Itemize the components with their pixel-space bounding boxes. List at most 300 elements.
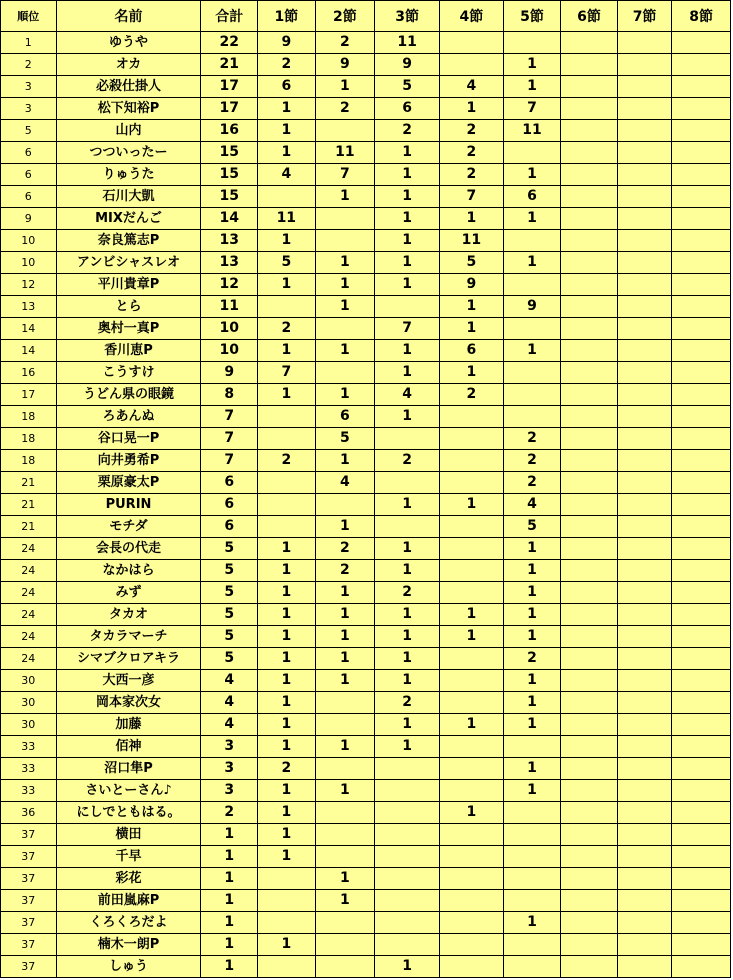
cell-total: 1 [201, 934, 258, 956]
table-row [1, 780, 731, 802]
table-row [1, 714, 731, 736]
cell-round-7 [617, 120, 671, 142]
cell-round-3: 1 [375, 164, 440, 186]
cell-round-4 [439, 692, 503, 714]
cell-total: 15 [201, 142, 258, 164]
cell-round-8 [672, 736, 731, 758]
cell-round-5: 7 [503, 98, 561, 120]
cell-round-6 [561, 736, 618, 758]
cell-round-2 [315, 208, 375, 230]
cell-round-6 [561, 296, 618, 318]
cell-name: MIXだんご [56, 208, 201, 230]
cell-rank: 12 [1, 274, 57, 296]
cell-round-3: 6 [375, 98, 440, 120]
cell-round-7 [617, 560, 671, 582]
cell-round-6 [561, 230, 618, 252]
cell-round-8 [672, 98, 731, 120]
cell-round-1: 1 [258, 736, 316, 758]
cell-round-5: 1 [503, 758, 561, 780]
cell-round-2 [315, 824, 375, 846]
cell-round-1: 1 [258, 604, 316, 626]
cell-total: 10 [201, 340, 258, 362]
cell-name: 楠木一朗P [56, 934, 201, 956]
cell-round-4 [439, 868, 503, 890]
cell-round-5 [503, 142, 561, 164]
cell-round-2 [315, 230, 375, 252]
cell-round-8 [672, 186, 731, 208]
cell-round-4 [439, 472, 503, 494]
table-row [1, 890, 731, 912]
cell-total: 14 [201, 208, 258, 230]
cell-round-2 [315, 802, 375, 824]
cell-name: PURIN [56, 494, 201, 516]
cell-round-4 [439, 516, 503, 538]
cell-round-3 [375, 516, 440, 538]
cell-round-8 [672, 274, 731, 296]
cell-total: 6 [201, 494, 258, 516]
cell-round-7 [617, 164, 671, 186]
cell-name: 会長の代走 [56, 538, 201, 560]
cell-round-7 [617, 626, 671, 648]
cell-round-3: 1 [375, 736, 440, 758]
header-round-1: 1節 [258, 1, 316, 32]
cell-round-5: 2 [503, 428, 561, 450]
cell-round-2: 1 [315, 340, 375, 362]
cell-round-3: 1 [375, 648, 440, 670]
cell-round-8 [672, 208, 731, 230]
table-row [1, 142, 731, 164]
cell-rank: 24 [1, 538, 57, 560]
cell-round-1: 1 [258, 626, 316, 648]
cell-round-6 [561, 384, 618, 406]
cell-round-4: 1 [439, 604, 503, 626]
cell-name: うどん県の眼鏡 [56, 384, 201, 406]
cell-total: 15 [201, 164, 258, 186]
cell-round-8 [672, 956, 731, 978]
cell-round-1: 1 [258, 340, 316, 362]
cell-round-3: 4 [375, 384, 440, 406]
cell-round-2: 2 [315, 538, 375, 560]
cell-rank: 30 [1, 670, 57, 692]
table-row [1, 824, 731, 846]
cell-round-4: 2 [439, 142, 503, 164]
cell-name: 必殺仕掛人 [56, 76, 201, 98]
cell-round-4 [439, 846, 503, 868]
table-row [1, 560, 731, 582]
cell-name: 山内 [56, 120, 201, 142]
cell-round-3: 1 [375, 406, 440, 428]
cell-round-6 [561, 560, 618, 582]
cell-round-5: 1 [503, 560, 561, 582]
cell-round-1 [258, 516, 316, 538]
table-row [1, 428, 731, 450]
cell-round-3: 5 [375, 76, 440, 98]
cell-round-7 [617, 230, 671, 252]
cell-round-6 [561, 208, 618, 230]
cell-round-5: 1 [503, 208, 561, 230]
cell-round-8 [672, 758, 731, 780]
cell-name: とら [56, 296, 201, 318]
cell-round-1: 1 [258, 98, 316, 120]
cell-round-4 [439, 428, 503, 450]
cell-round-3: 2 [375, 450, 440, 472]
cell-round-5 [503, 890, 561, 912]
cell-round-5: 5 [503, 516, 561, 538]
cell-round-3: 1 [375, 252, 440, 274]
cell-round-6 [561, 450, 618, 472]
table-row [1, 164, 731, 186]
table-row [1, 846, 731, 868]
cell-round-7 [617, 802, 671, 824]
cell-round-5: 2 [503, 472, 561, 494]
table-row [1, 956, 731, 978]
cell-round-7 [617, 472, 671, 494]
table-row [1, 472, 731, 494]
cell-round-3 [375, 824, 440, 846]
cell-round-1: 1 [258, 714, 316, 736]
cell-round-6 [561, 582, 618, 604]
cell-round-2: 1 [315, 186, 375, 208]
cell-rank: 10 [1, 230, 57, 252]
table-row [1, 758, 731, 780]
cell-round-4: 1 [439, 208, 503, 230]
cell-round-2: 2 [315, 98, 375, 120]
cell-round-8 [672, 406, 731, 428]
cell-name: つついったー [56, 142, 201, 164]
cell-round-1 [258, 296, 316, 318]
cell-name: 香川恵P [56, 340, 201, 362]
table-row [1, 494, 731, 516]
cell-round-3: 2 [375, 120, 440, 142]
cell-round-8 [672, 780, 731, 802]
cell-total: 17 [201, 76, 258, 98]
cell-rank: 14 [1, 340, 57, 362]
cell-round-4: 6 [439, 340, 503, 362]
cell-total: 10 [201, 318, 258, 340]
cell-round-8 [672, 164, 731, 186]
table-row [1, 274, 731, 296]
cell-name: 松下知裕P [56, 98, 201, 120]
header-round-5: 5節 [503, 1, 561, 32]
cell-round-4: 1 [439, 362, 503, 384]
cell-round-2: 1 [315, 604, 375, 626]
cell-round-2: 1 [315, 76, 375, 98]
cell-round-3: 1 [375, 604, 440, 626]
cell-round-7 [617, 296, 671, 318]
cell-name: 岡本家次女 [56, 692, 201, 714]
cell-round-3: 2 [375, 582, 440, 604]
cell-round-5: 1 [503, 252, 561, 274]
table-row [1, 802, 731, 824]
cell-name: ゆうや [56, 32, 201, 54]
cell-round-3: 1 [375, 714, 440, 736]
cell-round-3 [375, 296, 440, 318]
cell-round-2: 1 [315, 516, 375, 538]
cell-round-6 [561, 714, 618, 736]
cell-name: 石川大凱 [56, 186, 201, 208]
table-row [1, 76, 731, 98]
cell-total: 6 [201, 516, 258, 538]
cell-round-6 [561, 604, 618, 626]
cell-round-5 [503, 32, 561, 54]
cell-round-5 [503, 802, 561, 824]
cell-round-1 [258, 890, 316, 912]
cell-total: 4 [201, 714, 258, 736]
cell-round-4 [439, 670, 503, 692]
cell-round-8 [672, 450, 731, 472]
cell-rank: 10 [1, 252, 57, 274]
cell-round-5: 11 [503, 120, 561, 142]
cell-round-4 [439, 648, 503, 670]
cell-rank: 13 [1, 296, 57, 318]
table-row [1, 604, 731, 626]
cell-round-2: 1 [315, 868, 375, 890]
cell-round-6 [561, 274, 618, 296]
cell-round-4 [439, 560, 503, 582]
cell-round-7 [617, 208, 671, 230]
cell-round-8 [672, 670, 731, 692]
cell-name: タカオ [56, 604, 201, 626]
cell-round-7 [617, 450, 671, 472]
cell-round-5 [503, 230, 561, 252]
cell-round-6 [561, 120, 618, 142]
cell-rank: 18 [1, 450, 57, 472]
cell-round-2: 1 [315, 450, 375, 472]
cell-round-7 [617, 714, 671, 736]
cell-round-2: 6 [315, 406, 375, 428]
cell-round-6 [561, 472, 618, 494]
cell-rank: 33 [1, 780, 57, 802]
cell-round-3: 7 [375, 318, 440, 340]
cell-round-2: 1 [315, 296, 375, 318]
cell-round-6 [561, 956, 618, 978]
cell-round-3 [375, 758, 440, 780]
header-row [1, 1, 731, 32]
cell-name: さいとーさん♪ [56, 780, 201, 802]
cell-total: 17 [201, 98, 258, 120]
cell-round-6 [561, 494, 618, 516]
cell-rank: 16 [1, 362, 57, 384]
cell-round-6 [561, 76, 618, 98]
cell-round-2 [315, 494, 375, 516]
cell-round-6 [561, 692, 618, 714]
cell-round-3: 1 [375, 208, 440, 230]
cell-name: こうすけ [56, 362, 201, 384]
cell-round-3: 2 [375, 692, 440, 714]
cell-round-8 [672, 934, 731, 956]
cell-round-8 [672, 472, 731, 494]
cell-round-2: 2 [315, 32, 375, 54]
cell-round-6 [561, 626, 618, 648]
cell-round-4 [439, 956, 503, 978]
cell-name: にしでともはる。 [56, 802, 201, 824]
cell-rank: 33 [1, 758, 57, 780]
cell-rank: 37 [1, 956, 57, 978]
cell-round-2 [315, 362, 375, 384]
cell-rank: 21 [1, 516, 57, 538]
cell-total: 5 [201, 538, 258, 560]
cell-round-1: 1 [258, 802, 316, 824]
cell-round-2: 1 [315, 890, 375, 912]
cell-round-7 [617, 648, 671, 670]
cell-round-1: 1 [258, 560, 316, 582]
cell-round-1: 2 [258, 318, 316, 340]
cell-name: オカ [56, 54, 201, 76]
cell-round-7 [617, 362, 671, 384]
cell-round-1: 1 [258, 142, 316, 164]
table-row [1, 340, 731, 362]
cell-round-5 [503, 384, 561, 406]
cell-total: 4 [201, 670, 258, 692]
cell-total: 3 [201, 736, 258, 758]
cell-round-4 [439, 912, 503, 934]
cell-round-5: 1 [503, 670, 561, 692]
cell-name: なかはら [56, 560, 201, 582]
cell-round-3: 1 [375, 340, 440, 362]
cell-total: 4 [201, 692, 258, 714]
cell-round-4: 2 [439, 384, 503, 406]
header-name: 名前 [56, 1, 201, 32]
cell-name: タカラマーチ [56, 626, 201, 648]
cell-round-3: 1 [375, 670, 440, 692]
cell-rank: 24 [1, 582, 57, 604]
cell-name: 栗原豪太P [56, 472, 201, 494]
cell-round-8 [672, 384, 731, 406]
cell-round-7 [617, 384, 671, 406]
cell-total: 5 [201, 582, 258, 604]
cell-round-7 [617, 318, 671, 340]
cell-total: 16 [201, 120, 258, 142]
cell-round-2 [315, 692, 375, 714]
cell-round-6 [561, 164, 618, 186]
cell-name: くろくろだよ [56, 912, 201, 934]
cell-round-2: 4 [315, 472, 375, 494]
cell-round-7 [617, 538, 671, 560]
cell-round-4 [439, 934, 503, 956]
cell-round-4 [439, 32, 503, 54]
cell-round-8 [672, 120, 731, 142]
cell-round-6 [561, 428, 618, 450]
cell-name: 大西一彦 [56, 670, 201, 692]
cell-round-1 [258, 186, 316, 208]
header-round-2: 2節 [315, 1, 375, 32]
cell-round-8 [672, 604, 731, 626]
cell-total: 22 [201, 32, 258, 54]
cell-total: 1 [201, 868, 258, 890]
table-row [1, 912, 731, 934]
cell-total: 1 [201, 824, 258, 846]
cell-round-6 [561, 252, 618, 274]
cell-round-7 [617, 252, 671, 274]
cell-round-2: 2 [315, 560, 375, 582]
cell-name: 奥村一真P [56, 318, 201, 340]
cell-round-5: 1 [503, 780, 561, 802]
cell-round-5: 2 [503, 648, 561, 670]
cell-round-7 [617, 846, 671, 868]
cell-round-2 [315, 758, 375, 780]
header-round-4: 4節 [439, 1, 503, 32]
cell-name: しゅう [56, 956, 201, 978]
cell-rank: 6 [1, 142, 57, 164]
table-row [1, 230, 731, 252]
cell-rank: 6 [1, 164, 57, 186]
cell-rank: 14 [1, 318, 57, 340]
cell-round-4: 4 [439, 76, 503, 98]
cell-round-1 [258, 956, 316, 978]
cell-round-1 [258, 868, 316, 890]
cell-round-8 [672, 692, 731, 714]
table-row [1, 120, 731, 142]
table-row [1, 516, 731, 538]
cell-rank: 17 [1, 384, 57, 406]
cell-round-5 [503, 934, 561, 956]
cell-round-4: 1 [439, 318, 503, 340]
cell-name: 沼口隼P [56, 758, 201, 780]
header-round-8: 8節 [672, 1, 731, 32]
cell-round-6 [561, 758, 618, 780]
cell-round-7 [617, 76, 671, 98]
cell-round-7 [617, 32, 671, 54]
cell-rank: 24 [1, 560, 57, 582]
cell-round-8 [672, 142, 731, 164]
cell-round-7 [617, 494, 671, 516]
cell-round-8 [672, 362, 731, 384]
cell-rank: 5 [1, 120, 57, 142]
cell-round-8 [672, 714, 731, 736]
cell-round-1: 1 [258, 538, 316, 560]
cell-round-3: 1 [375, 626, 440, 648]
cell-round-2 [315, 846, 375, 868]
cell-round-7 [617, 406, 671, 428]
cell-round-7 [617, 340, 671, 362]
cell-round-2: 1 [315, 252, 375, 274]
cell-round-1: 1 [258, 824, 316, 846]
cell-round-4 [439, 582, 503, 604]
cell-round-8 [672, 824, 731, 846]
cell-round-3: 1 [375, 538, 440, 560]
cell-round-8 [672, 868, 731, 890]
cell-total: 7 [201, 428, 258, 450]
cell-round-2 [315, 912, 375, 934]
cell-round-8 [672, 802, 731, 824]
cell-round-3: 1 [375, 142, 440, 164]
cell-round-3: 1 [375, 362, 440, 384]
cell-round-3 [375, 890, 440, 912]
cell-round-7 [617, 582, 671, 604]
cell-round-1 [258, 428, 316, 450]
cell-round-8 [672, 582, 731, 604]
table-row [1, 384, 731, 406]
cell-round-5 [503, 406, 561, 428]
cell-rank: 18 [1, 428, 57, 450]
cell-rank: 21 [1, 494, 57, 516]
cell-name: モチダ [56, 516, 201, 538]
cell-round-8 [672, 538, 731, 560]
cell-round-6 [561, 54, 618, 76]
cell-round-2 [315, 714, 375, 736]
cell-round-6 [561, 670, 618, 692]
cell-round-5: 1 [503, 604, 561, 626]
cell-round-5: 9 [503, 296, 561, 318]
cell-round-7 [617, 934, 671, 956]
cell-round-8 [672, 32, 731, 54]
cell-round-7 [617, 54, 671, 76]
cell-round-2: 1 [315, 626, 375, 648]
cell-rank: 37 [1, 934, 57, 956]
header-round-6: 6節 [561, 1, 618, 32]
cell-total: 5 [201, 626, 258, 648]
cell-round-5: 1 [503, 626, 561, 648]
